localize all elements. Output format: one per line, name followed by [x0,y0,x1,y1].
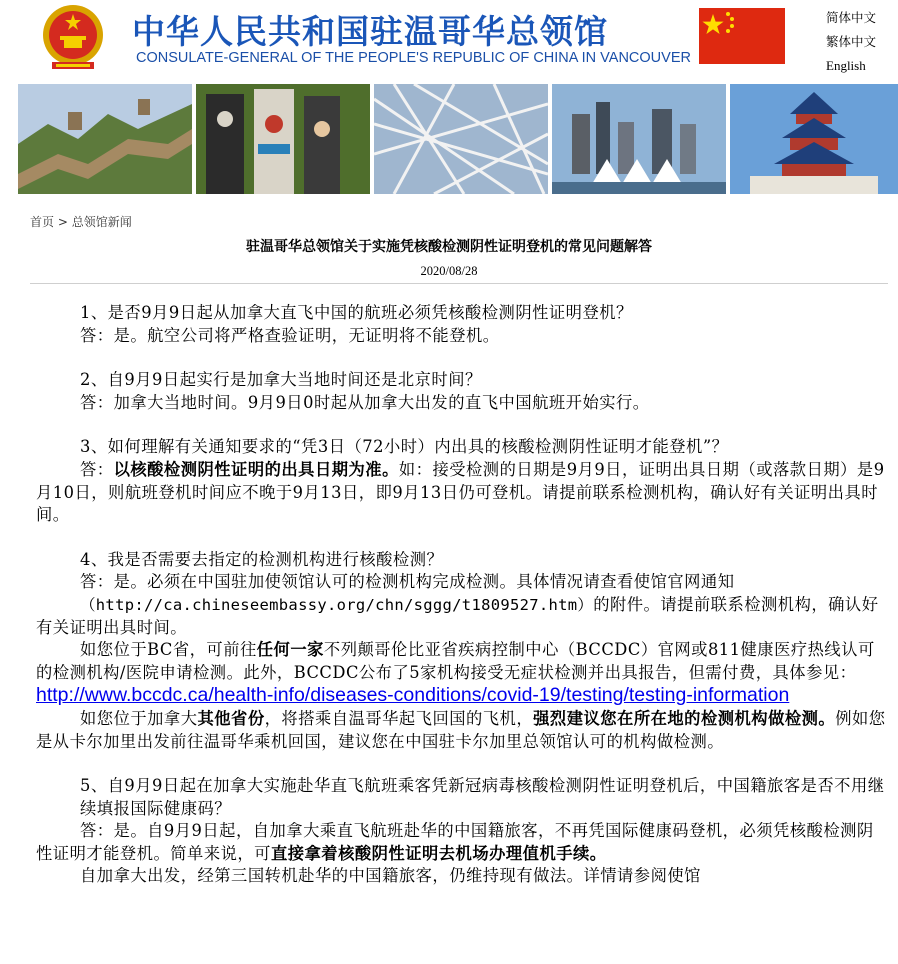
transit-paragraph: 自加拿大出发，经第三国转机赴华的中国籍旅客，仍维持现有做法。详情请参阅使馆 [80,866,701,886]
answer-3-rest: 如：接受检测的日期是9月9日，证明出具日期（或落款日期）是9月10日，则航班登机时间应不晚于9月13日，即9月13日仍可登机。请提前联系检测机构，确认好有关证明出具时间。 [36,459,885,525]
article-body [36,302,888,888]
site-title-en: CONSULATE-GENERAL OF THE PEOPLE'S REPUBLIC OF CHINA IN VANCOUVER [136,50,691,66]
bc-part-2: 不列颠哥伦比亚省疾病控制中心（BCCDC）官网或811健康医疗热线认可的检测机构/医院申请检测。此外，BCCDC公布了5家机构接受无症状检测并出具报告，但需付费，具体参见： [36,640,875,682]
answer-3-bold: 以核酸检测阴性证明的出具日期为准。 [113,459,399,479]
article-date: 2020/08/28 [420,264,478,278]
birds-nest-photo [374,84,548,194]
great-wall-photo [18,84,192,194]
embassy-notice-url: （http://ca.chineseembassy.org/chn/sggg/t1809527.htm） [80,595,594,614]
bc-bold: 任何一家 [256,640,324,660]
breadcrumb-news[interactable]: 总领馆新闻 [71,215,132,229]
question-3: 3、如何理解有关通知要求的“凭3日（72小时）内出具的核酸检测阴性证明才能登机”？ [80,437,729,457]
language-switcher [826,6,876,78]
question-4: 4、我是否需要去指定的检测机构进行核酸检测？ [80,549,444,569]
photo-banner [18,84,898,196]
answer-5-bold: 直接拿着核酸阴性证明去机场办理值机手续。 [270,843,607,863]
china-flag-icon [699,8,785,64]
answer-5-part-1: 答：是。自9月9日起，自加拿大乘直飞航班赴华的中国籍旅客，不再凭国际健康码登机，必须凭核酸检测阴性证明才能登机。简单来说，可 [36,821,874,863]
national-emblem-icon [40,2,106,72]
answer-3-prefix: 答： [80,459,114,479]
answer-4-url-line [36,594,888,639]
breadcrumb [30,213,132,230]
bc-paragraph [36,639,888,708]
answer-4: 答：是。必须在中国驻加使领馆认可的检测机构完成检测。具体情况请查看使馆官网通知 [80,572,735,592]
breadcrumb-home[interactable]: 首页 [30,215,55,229]
lang-simplified-chinese[interactable]: 简体中文 [826,10,877,25]
question-2: 2、自9月9日起实行是加拿大当地时间还是北京时间？ [80,370,482,390]
other-bold-2: 强烈建议您在所在地的检测机构做检测。 [533,708,836,728]
lang-english[interactable]: English [826,58,866,73]
other-bold-1: 其他省份 [197,708,265,728]
question-1: 1、是否9月9日起从加拿大直飞中国的航班必须凭核酸检测阴性证明登机？ [80,303,633,322]
answer-2: 答：加拿大当地时间。9月9日0时起从加拿大出发的直飞中国航班开始实行。 [80,392,650,412]
other-part-2: ，将搭乘自温哥华起飞回国的飞机， [264,708,534,728]
temple-of-heaven-photo [730,84,898,194]
other-province-paragraph [36,708,888,753]
other-part-3: 例如您是从卡尔加里出发前往温哥华乘机回国，建议您在中国驻卡尔加里总领馆认可的机构做检测。 [36,708,886,751]
bc-part-1: 如您位于BC省，可前往 [80,640,257,660]
site-header [0,0,898,82]
article-title: 驻温哥华总领馆关于实施凭核酸检测阴性证明登机的常见问题解答 [246,239,652,255]
answer-4-after: 的附件。请提前联系检测机构，确认好有关证明出具时间。 [36,594,879,637]
answer-3 [36,459,888,527]
question-5: 5、自9月9日起在加拿大实施赴华直飞航班乘客凭新冠病毒核酸检测阴性证明登机后，中国籍旅客是否不用继续填报国际健康码？ [80,776,885,818]
title-divider [30,283,888,284]
answer-5 [36,820,888,865]
totem-poles-photo [196,84,370,194]
vancouver-skyline-photo [552,84,726,194]
lang-traditional-chinese[interactable]: 繁体中文 [826,34,877,49]
breadcrumb-separator: > [54,215,72,229]
other-part-1: 如您位于加拿大 [80,708,198,728]
site-title-cn: 中华人民共和国驻温哥华总领馆 [132,12,608,51]
answer-1: 答：是。航空公司将严格查验证明，无证明将不能登机。 [80,325,500,345]
bccdc-testing-link[interactable]: http://www.bccdc.ca/health-info/diseases-conditions/covid-19/testing/testing-information [36,684,790,707]
